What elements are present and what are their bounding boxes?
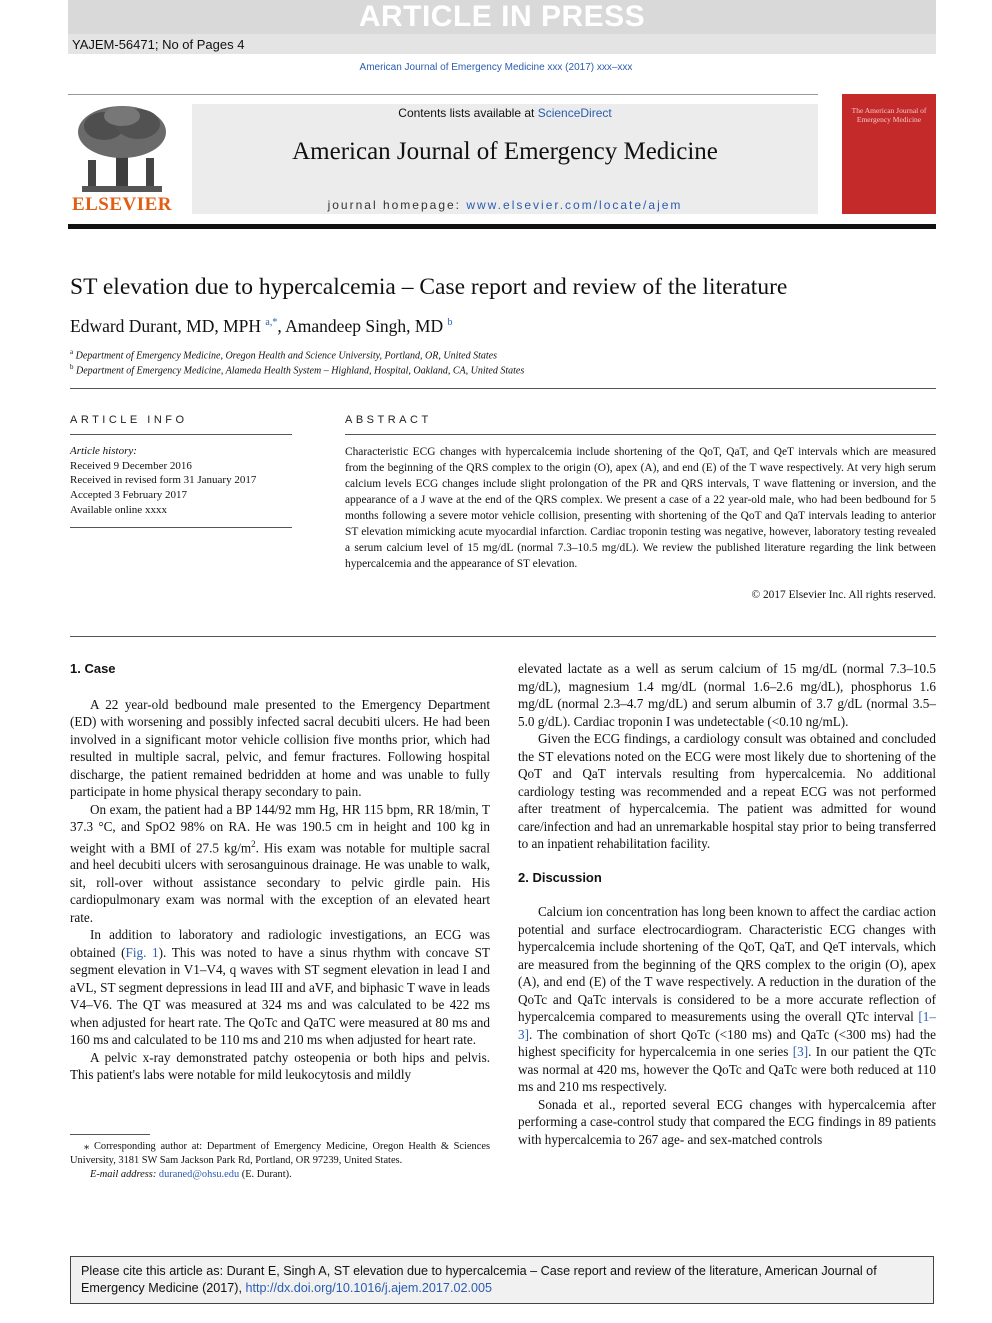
case-paragraph-2 <box>70 801 490 927</box>
journal-homepage <box>192 198 818 212</box>
left-column <box>70 660 490 1084</box>
publisher-logo-text: ELSEVIER <box>71 194 173 215</box>
author-1-affiliation-link[interactable]: a,* <box>265 317 278 329</box>
reference-3-link[interactable]: [3] <box>792 1044 809 1059</box>
body-top-rule <box>70 636 936 637</box>
contents-prefix: Contents lists available at <box>398 106 538 120</box>
case-heading: 1. Case <box>70 661 116 676</box>
author-2-affiliation-link[interactable]: b <box>447 317 453 329</box>
figure-1-link[interactable]: Fig. 1 <box>125 944 159 960</box>
author-separator: , <box>277 316 286 336</box>
discussion-p1-text-c: . In our patient the QTc was normal at 420 ms, however the QoTc and QaTc were both reduced at 110 ms and 210 ms respectively. <box>518 1044 936 1094</box>
online-date: Available online xxxx <box>70 503 167 516</box>
document-id: YAJEM-56471; No of Pages 4 <box>72 37 245 52</box>
affiliation-a-text: Department of Emergency Medicine, Oregon Health and Science University, Portland, OR, United States <box>75 350 497 362</box>
discussion-paragraph-1 <box>518 903 936 1096</box>
reference-1-3-link[interactable]: [1–3] <box>518 1009 936 1042</box>
case-p2-text-b: . His exam was notable for multiple sacral and heel decubiti ulcers with serosanguinous drainage. He was unable to walk, sit, roll-over without assistance secondary to pelvic girdle pain. His cardiopulmonary exam was normal with the exception of an elevated heart rate. <box>70 839 491 925</box>
discussion-p1-text-b: . The combination of short QoTc (<180 ms) and QaTc (<300 ms) had the highest specificity for hypercalcemia in one series <box>518 1026 936 1059</box>
affiliation-b-mark: b <box>70 363 74 371</box>
right-column <box>518 660 936 1148</box>
footnote-text: Corresponding author at: Department of Emergency Medicine, Oregon Health & Sciences University, 3181 SW Sam Jackson Park Rd, Portland, OR 97239, United States. <box>70 1141 490 1166</box>
doi-link[interactable]: http://dx.doi.org/10.1016/j.ajem.2017.02.005 <box>245 1281 492 1295</box>
case-paragraph-4: A pelvic x-ray demonstrated patchy osteopenia or both hips and pelvis. This patient's labs were notable for mild leukocytosis and mildly <box>70 1049 490 1083</box>
affiliation-a-mark: a <box>70 348 74 356</box>
received-date: Received 9 December 2016 <box>70 459 192 472</box>
citation-text: Please cite this article as: Durant E, Singh A, ST elevation due to hypercalcemia – Case report and review of the literature, American Journal of Emergency Medicine (2017), <box>81 1264 877 1295</box>
header-thick-rule <box>68 224 936 229</box>
history-label: Article history: <box>70 445 137 457</box>
case-paragraph-3 <box>70 926 490 1049</box>
discussion-heading: 2. Discussion <box>518 869 602 885</box>
article-history <box>70 444 256 518</box>
case-p3-text-a: In addition to laboratory and radiologic investigations, an ECG was obtained ( <box>70 927 490 960</box>
article-info-heading: ARTICLE INFO <box>70 414 188 426</box>
footnote-mark: ⁎ <box>84 1141 90 1152</box>
revised-date: Received in revised form 31 January 2017 <box>70 474 257 487</box>
contents-line <box>192 106 818 120</box>
case-paragraph-1: A 22 year-old bedbound male presented to the Emergency Department (ED) with worsening and possibly infected sacral decubiti ulcers. He had been involved in a significant motor vehicle collision five months prior, which had resulted in multiple sacral, pelvic, and femur fractures. Following hospital discharge, the patient remained bedridden at home and was unable to fully participate in home physical therapy secondary to pain. <box>70 696 490 799</box>
article-info-rule-top <box>70 434 292 435</box>
affiliation-a <box>70 348 497 361</box>
email-label: E-mail address: <box>90 1169 159 1180</box>
corresponding-author-footnote <box>70 1140 490 1182</box>
sciencedirect-link[interactable]: ScienceDirect <box>537 106 612 120</box>
author-list <box>70 316 453 337</box>
case-continued-paragraph: elevated lactate as a well as serum calcium of 15 mg/dL (normal 7.3–10.5 mg/dL), magnesium 1.4 mg/dL (normal 1.6–2.6 mg/dL), phosphorus 1.6 mg/dL (normal 2.3–4.7 mg/dL) and serum albumin of 3.7 g/dL (normal 3.5–5.0 g/dL). Cardiac troponin I was undetectable (<0.10 ng/mL). <box>518 661 936 729</box>
discussion-paragraph-2: Sonada et al., reported several ECG changes with hypercalcemia after performing a case-control study that compared the ECG findings in 89 patients with hypercalcemia to 267 age- and sex-matched controls <box>518 1096 936 1147</box>
case-p2-superscript: 2 <box>251 838 256 849</box>
homepage-prefix: journal homepage: <box>327 198 467 212</box>
discussion-p1-text-a: Calcium ion concentration has long been known to affect the cardiac action potential and surface electrocardiogram. Characteristic ECG changes with hypercalcemia include shortening of the QoT, QaT, and QeT intervals, which are measured from the beginning of the QRS complex to the origin (O), apex (A), and end (E) of the T wave respectively. A reduction in the duration of the QoTc and QaTc intervals is considered to be a more accurate reflection of hypercalcemia compared to measurements using the overall QTc interval <box>518 904 936 1024</box>
article-in-press-banner: ARTICLE IN PRESS <box>68 0 936 34</box>
header-top-rule <box>68 94 818 95</box>
article-info-rule-bottom <box>70 527 292 528</box>
journal-reference-link[interactable]: American Journal of Emergency Medicine xxx (2017) xxx–xxx <box>359 62 633 73</box>
email-suffix: (E. Durant). <box>239 1169 292 1180</box>
case-p3-text-b: ). This was noted to have a sinus rhythm with concave ST segment elevation in V1–V4, q waves with ST segment elevation in lead I and aVL, ST segment depressions in lead III and aVF, and biphasic T wave in leads V4–V6. The QT was measured at 324 ms and was calculated to be 422 ms when adjusted for heart rate. The QoTc and QaTC were measured at 80 ms and 160 ms and calculated to be 110 ms and 210 ms when adjusted for heart rate. <box>70 944 490 1048</box>
author-2: Amandeep Singh, MD <box>285 316 444 336</box>
footnote-rule <box>70 1134 150 1135</box>
article-title: ST elevation due to hypercalcemia – Case report and review of the literature <box>70 274 788 300</box>
abstract-heading: ABSTRACT <box>345 414 432 426</box>
abstract-rule <box>345 434 936 435</box>
affiliation-b-text: Department of Emergency Medicine, Alameda Health System – Highland, Hospital, Oakland, CA, United States <box>76 365 525 377</box>
cardiology-paragraph: Given the ECG findings, a cardiology consult was obtained and concluded the ST elevations noted on the ECG were most likely due to shortening of the QoT and QaT intervals resulting from hypercalcemia. No additional cardiology testing was recommended and a repeat ECG was not performed after treatment of hypercalcemia. The patient was admitted for wound care/infection and had an unremarkable hospital stay prior to being transferred to an inpatient rehabilitation facility. <box>518 731 936 851</box>
cover-title: The American Journal of Emergency Medicine <box>851 106 927 124</box>
author-1: Edward Durant, MD, MPH <box>70 316 262 336</box>
homepage-link[interactable]: www.elsevier.com/locate/ajem <box>466 198 683 212</box>
accepted-date: Accepted 3 February 2017 <box>70 489 187 502</box>
journal-title: American Journal of Emergency Medicine <box>292 138 718 165</box>
citation-box <box>70 1256 934 1304</box>
email-link[interactable]: duraned@ohsu.edu <box>158 1169 240 1180</box>
copyright-notice: © 2017 Elsevier Inc. All rights reserved. <box>751 589 936 601</box>
abstract-text: Characteristic ECG changes with hypercalcemia include shortening of the QoT, QaT, and QeT intervals which are measured from the beginning of the QRS complex to the origin (O), apex (A), and end (E) of the T wave respectively. At very high serum calcium levels ECG changes include slight prolongation of the PR and QRS intervals, T wave flattening or inversion, and the appearance of a J wave at the end of the QRS complex. We present a case of a 22 year-old male, who had been bedbound for 5 months following a severe motor vehicle collision, presenting with shortening of the QoT and QaT intervals leading to anterior ST elevation mimicking acute myocardial infarction. Cardiac troponin testing was negative, however, laboratory testing revealed a serum calcium level of 15 mg/dL (normal 7.3–10.5 mg/dL). We review the published literature regarding the link between hypercalcemia and the appearance of ST elevation. <box>345 446 936 570</box>
affiliation-rule <box>70 388 936 389</box>
affiliation-b <box>70 363 524 376</box>
case-p2-text-a: On exam, the patient had a BP 144/92 mm Hg, HR 115 bpm, RR 18/min, T 37.3 °C, and SpO2 98% on RA. He was 190.5 cm in height and 100 kg in weight with a BMI of 27.5 kg/m <box>70 801 490 855</box>
